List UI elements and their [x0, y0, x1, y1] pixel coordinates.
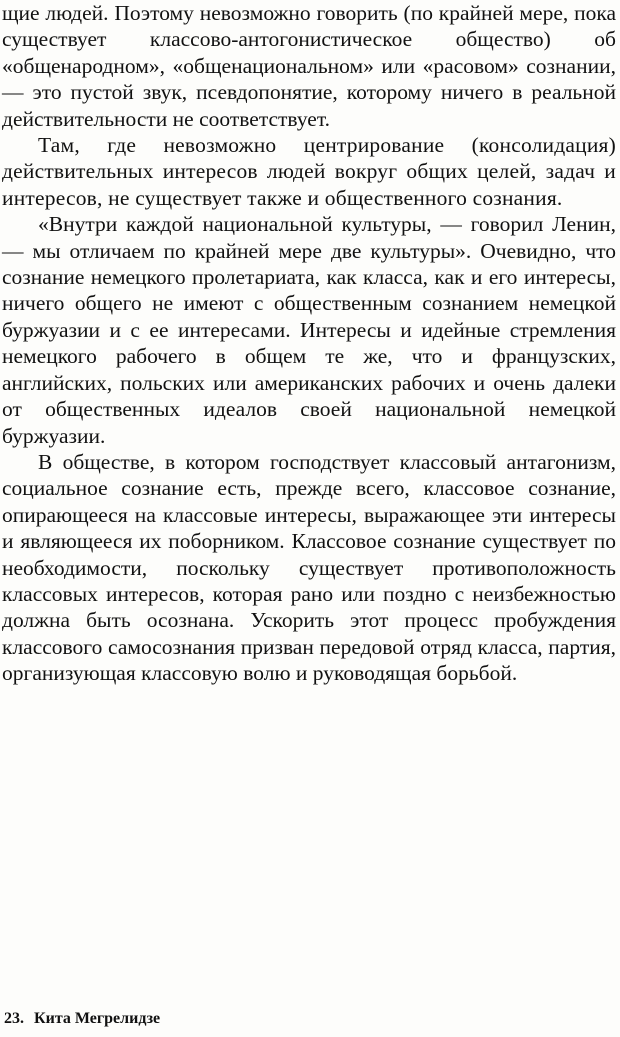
- paragraph-1: щие людей. Поэтому невозможно говорить (по крайней мере, пока существует классово-антогонистическое общество) об «общенародном», «общенациональном» или «расовом» сознании, — это пустой звук, псевдопонятие, которому ничего в реальной действительности не соответствует.: [2, 1, 616, 131]
- body-text: [2, 0, 616, 687]
- printer-signature: [4, 1010, 160, 1028]
- paragraph-2: Там, где невозможно центрирование (консолидация) действительных интересов людей вокруг общих целей, задач и интересов, не существует также и общественного сознания.: [2, 133, 616, 210]
- paragraph-4: В обществе, в котором господствует классовый антагонизм, социальное сознание есть, прежде всего, классовое сознание, опирающееся на классовые интересы, выражающее эти интересы и являющееся их поборником. Классовое сознание существует по необходимости, поскольку существует противоположность классовых интересов, которая рано или поздно с неизбежностью должна быть осознана. Ускорить этот процесс пробуждения классового самосознания призван передовой отряд класса, партия, организующая классовую волю и руководящая борьбой.: [2, 449, 616, 686]
- signature-number: 23.: [4, 1010, 24, 1027]
- paragraph-3: «Внутри каждой национальной культуры, — говорил Ленин,— мы отличаем по крайней мере две культуры». Очевидно, что сознание немецкого пролетариата, как класса, как и его интересы, ничего общего не имеют с общественным сознанием немецкой буржуазии и с ее интересами. Интересы и идейные стремления немецкого рабочего в общем те же, что и французских, английских, польских или американских рабочих и очень далеки от общественных идеалов своей национальной немецкой буржуазии.: [2, 212, 616, 448]
- signature-text: Кита Мегрелидзе: [34, 1010, 161, 1027]
